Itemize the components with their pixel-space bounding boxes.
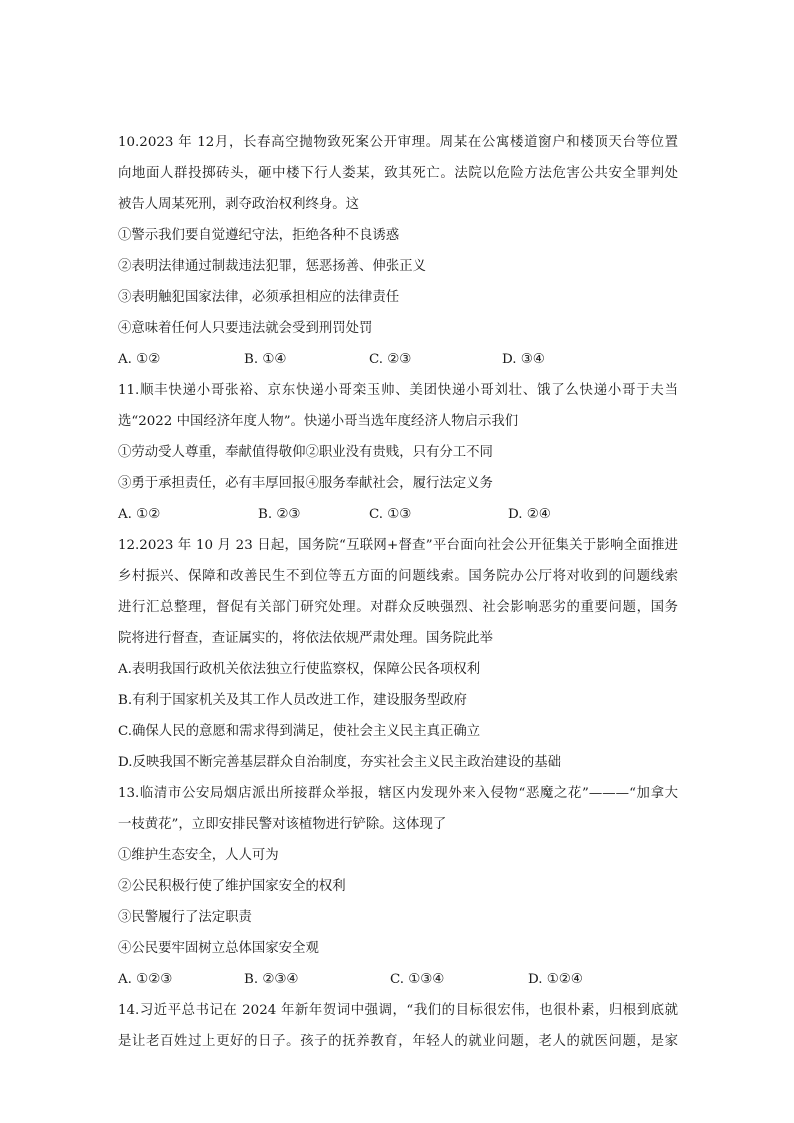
q14-stem-line-1: 14.习近平总书记在 2024 年新年贺词中强调，“我们的目标很宏伟，也很朴素，归根到底就 (118, 1003, 678, 1018)
q11-option-b[interactable]: B. ②③ (258, 507, 301, 522)
q13-option-a[interactable]: A. ①②③ (118, 972, 173, 987)
q10-statement-1: ①警示我们要自觉遵纪守法，拒绝各种不良诱惑 (118, 228, 400, 243)
q13-statement-1: ①维护生态安全，人人可为 (118, 848, 279, 863)
q10-options (118, 351, 678, 369)
q12-choice-c[interactable]: C.确保人民的意愿和需求得到满足，使社会主义民主真正确立 (118, 724, 481, 739)
q10-stem-line-3: 被告人周某死刑，剥夺政治权利终身。这 (118, 197, 360, 212)
q10-stem-line-1: 10.2023 年 12月，长春高空抛物致死案公开审理。周某在公寓楼道窗户和楼顶天台等位置 (118, 135, 678, 150)
q12-stem-line-1: 12.2023 年 10 月 23 日起，国务院“互联网+督查”平台面向社会公开征集关于影响全面推进 (118, 538, 678, 553)
q10-option-b[interactable]: B. ①④ (244, 352, 287, 367)
q11-option-c[interactable]: C. ①③ (369, 507, 412, 522)
q12-choice-d[interactable]: D.反映我国不断完善基层群众自治制度，夯实社会主义民主政治建设的基础 (118, 755, 562, 770)
q12-choice-a[interactable]: A.表明我国行政机关依法独立行使监察权，保障公民各项权利 (118, 662, 481, 677)
q14-stem-line-2: 是让老百姓过上更好的日子。孩子的抚养教育，年轻人的就业问题，老人的就医问题，是家 (118, 1034, 678, 1049)
q10-option-d[interactable]: D. ③④ (502, 352, 545, 367)
q11-option-d[interactable]: D. ②④ (508, 507, 551, 522)
q10-statement-4: ④意味着任何人只要违法就会受到刑罚处罚 (118, 321, 373, 336)
q12-stem-line-2: 乡村振兴、保障和改善民生不到位等五方面的问题线索。国务院办公厅将对收到的问题线索 (118, 569, 678, 584)
q13-statement-2: ②公民积极行使了维护国家安全的权利 (118, 879, 346, 894)
q11-options (118, 506, 678, 524)
q12-stem-line-3: 进行汇总整理，督促有关部门研究处理。对群众反映强烈、社会影响恶劣的重要问题，国务 (118, 600, 678, 615)
q13-option-c[interactable]: C. ①③④ (390, 972, 445, 987)
q13-statement-3: ③民警履行了法定职责 (118, 910, 252, 925)
q11-stem-line-1: 11.顺丰快递小哥张裕、京东快递小哥栾玉帅、美团快递小哥刘壮、饿了么快递小哥于夫当 (118, 383, 678, 398)
q10-option-a[interactable]: A. ①② (118, 352, 161, 367)
q11-stem-line-2: 选“2022 中国经济年度人物”。快递小哥当选年度经济人物启示我们 (118, 414, 519, 429)
q13-options (118, 971, 678, 989)
q10-statement-2: ②表明法律通过制裁违法犯罪，惩恶扬善、伸张正义 (118, 259, 426, 274)
q13-statement-4: ④公民要牢固树立总体国家安全观 (118, 941, 319, 956)
q12-choice-b[interactable]: B.有利于国家机关及其工作人员改进工作，建设服务型政府 (118, 693, 467, 708)
q10-statement-3: ③表明触犯国家法律，必须承担相应的法律责任 (118, 290, 400, 305)
q10-option-c[interactable]: C. ②③ (369, 352, 412, 367)
q13-stem-line-1: 13.临清市公安局烟店派出所接群众举报，辖区内发现外来入侵物“恶魔之花”———“加拿大 (118, 786, 678, 801)
q13-stem-line-2: 一枝黄花”，立即安排民警对该植物进行铲除。这体现了 (118, 817, 447, 832)
q13-option-b[interactable]: B. ②③④ (244, 972, 299, 987)
q10-stem-line-2: 向地面人群投掷砖头，砸中楼下行人娄某，致其死亡。法院以危险方法危害公共安全罪判处 (118, 166, 678, 181)
q11-statement-2: ③勇于承担责任，必有丰厚回报④服务奉献社会，履行法定义务 (118, 476, 493, 491)
q12-stem-line-4: 院将进行督查，查证属实的，将依法依规严肃处理。国务院此举 (118, 631, 493, 646)
q13-option-d[interactable]: D. ①②④ (528, 972, 583, 987)
q11-option-a[interactable]: A. ①② (118, 507, 161, 522)
q11-statement-1: ①劳动受人尊重，奉献值得敬仰②职业没有贵贱，只有分工不同 (118, 445, 493, 460)
